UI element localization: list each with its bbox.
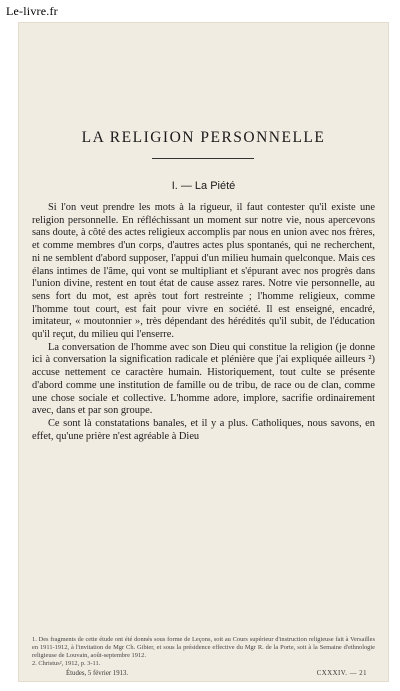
footer-date: Études, 5 février 1913. xyxy=(66,670,129,677)
article-title: LA RELIGION PERSONNELLE xyxy=(81,129,326,146)
article-body xyxy=(32,202,375,443)
paragraph-3: Ce sont là constatations banales, et il y a plus. Catholiques, nous savons, en effet, qu'une prière n'est agréable à Dieu xyxy=(32,417,375,442)
paragraph-2: La conversation de l'homme avec son Dieu qui constitue la religion (je donne ici à conversation la signification radicale et plénière que j'ai expliquée ailleurs ²) accuse nettement ce caractère humain. Historiquement, tout culte se présente d'abord comme une institution de famille ou de tribu, de race ou de clan, comme une chose sociale et collective. L'homme adore, implore, sacrifie ordinairement avec, dans et par son groupe. xyxy=(32,341,375,417)
paragraph-1: Si l'on veut prendre les mots à la rigueur, il faut contester qu'il existe une religion personnelle. En réfléchissant un moment sur notre vie, nous apercevons sans doute, à côté des actes religieux accomplis par nous en union avec nos frères, et comme membres d'un corps, d'autres actes plus spontanés, qui ne recherchent, ni ne semblent d'abord supposer, l'appui d'un milieu humain quelconque. Mais ces élans intimes de l'âme, qui vont se multipliant et s'épurant avec nos progrès dans l'union divine, restent en tout état de cause assez rares. Notre vie personnelle, au sens fort du mot, est après tout fort restreinte ; l'homme religieux, comme l'homme tout court, est fait pour vivre en société. Il est enseigné, encadré, imitateur, « moutonnier », très dépendant des hérédités qu'il subit, de l'éducation qu'il reçut, du milieu qui l'enserre. xyxy=(32,202,375,341)
footnote-2: 2. Christus², 1912, p. 3-11. xyxy=(32,660,101,667)
watermark-text: Le-livre.fr xyxy=(6,4,58,18)
title-divider xyxy=(152,158,254,159)
section-heading: I. — La Piété xyxy=(171,180,236,192)
document-page xyxy=(18,22,389,682)
footer-volume: CXXXIV. — 21 xyxy=(316,670,367,677)
footnotes xyxy=(32,636,375,668)
footnote-1: 1. Des fragments de cette étude ont été donnés sous forme de Leçons, soit au Cours supérieur d'instruction religieuse fait à Versailles en 1911-1912, à l'invitation de Mgr Ch. Gibier, et sous la présidence effective du Mgr R. de la Porte, soit à la Semaine d'ethnologie religieuse de Louvain, août-septembre 1912. xyxy=(32,636,375,659)
